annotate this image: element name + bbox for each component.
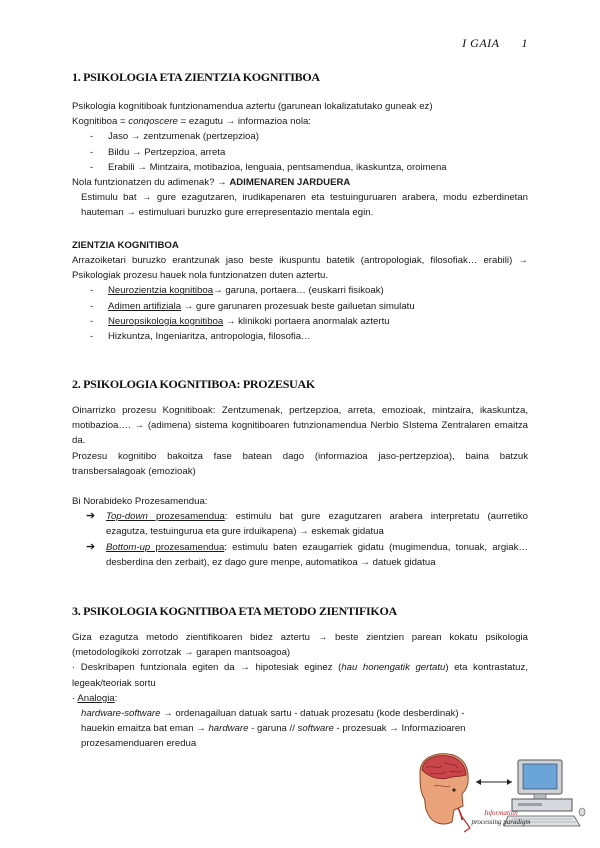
text: · Deskribapen funtzionala egiten da → hipotesiak eginez ( [72,662,342,674]
text: Erabili → Mintzaira, motibazioa, lenguaia, pentsamendua, ikaskuntza, oroimena [108,161,447,173]
text: Hizkuntza, Ingeniaritza, antropologia, filosofia… [108,331,311,343]
list-item: - Neurozientzia kognitiboa→ garuna, portaera… (euskarri fisikoak) [90,285,384,297]
section-2-heading: 2. PSIKOLOGIA KOGNITIBOA: PROZESUAK [72,377,315,391]
section-2-body [72,403,528,570]
text: = ezagutu → informazioa nola: [177,116,311,128]
text: - prozesuak → Informazioaren prozesamenduaren eredua [81,723,466,750]
subheading: ZIENTZIA KOGNITIBOA [72,240,179,251]
paragraph: Bi Norabideko Prozesamendua: [72,496,208,508]
text: hau honengatik gertatu [341,662,446,674]
text: ) eta kontrastatuz, legeak/teoriak sortu [72,662,528,689]
arrow-icon: ➔ [86,540,96,553]
text: - garuna // [248,723,298,735]
running-header [462,36,528,51]
paragraph: Giza ezagutza metodo zientifikoaren bidez aztertu → beste zientzien parean kokatu psikologia (metodologikoki zorrotzak → garapen mantsoagoa) [72,632,528,659]
paragraph [72,691,528,706]
list-item: - Bildu → Pertzepzioa, arreta [90,146,226,158]
text: : estimulu bat gure ezagutzaren arabera interpretatu (aurretiko ezagutza, testuingurua eta gure irduikapena) → eskemak gidatua [106,511,528,538]
page-number: 1 [521,36,528,50]
text: software [297,723,334,735]
text: → garuna, portaera… (euskarri fisikoak) [213,285,384,297]
text: → ordenagailuan datuak sartu - datuak prozesatu (kode desberdinak) - hauekin emaitza bat eman → [81,708,465,735]
text: : [114,692,118,704]
paragraph: Prozesu kognitibo bakoitza fase batean dago (informazioa jaso-pertzepzioa), baina batzuk transbersalagoak (emozioak) [72,450,528,477]
text: → klinikoki portaera anormalak aztertu [223,315,390,327]
text: : estimulu baten ezaugarriek gidatu (mugimendua, tonuak, argiak… desberdina den zerbait), ez dago gure menpe, automatikoa → datuek gidatua [106,541,529,568]
paragraph: Arrazoiketari buruzko erantzunak jaso beste ikuspuntu batetik (antropologiak, filosofiak… erabili) → Psikologiak prozesu hauek nola funtzionatzen duten aztertu. [72,255,528,282]
text: hardware-software [81,708,161,720]
paragraph: Estimulu bat → gure ezagutzaren, irudikapenaren eta testuinguruaren arabera, modu ezberdinetan hauteman → estimuluari buruzko gure errepresentazio mentala egin. [81,192,528,219]
list-item: - Jaso → zentzumenak (pertzepzioa) [90,131,259,143]
text: hardware [208,723,249,735]
text: Nola funtzionatzen du adimenak? → [72,177,230,189]
text: conqoscere [128,116,178,128]
section-1-heading: 1. PSIKOLOGIA ETA ZIENTZIA KOGNITIBOA [72,70,320,84]
chapter-label: I GAIA [462,36,500,50]
text: Bildu → Pertzepzioa, arreta [108,146,226,158]
text: Adimen artifiziala [108,300,182,312]
double-arrow-icon [476,779,512,785]
text: ADIMENAREN JARDUERA [229,177,351,189]
paragraph [72,114,528,129]
list-item: - Erabili → Mintzaira, motibazioa, lenguaia, pentsamendua, ikaskuntza, oroimena [90,161,447,173]
paragraph: Oinarrizko prozesu Kognitiboak: Zentzumenak, pertzepzioa, arreta, emozioak, mintzaira, ikaskuntza, motibazioa…. → (adimena) sistema kognitiboaren futnzionamendua Nerbio SIstema Zentralaren emaitza da. [72,405,528,447]
list-item: - Hizkuntza, Ingeniaritza, antropologia, filosofia… [90,331,311,343]
list-item [72,540,528,570]
paragraph: Psikologia kognitiboak funtzionamendua aztertu (garunean lokalizatutako guneak ez) [72,101,433,112]
list-item: - Neuropsikologia kognitiboa → klinikoki portaera anormalak aztertu [90,315,390,327]
paragraph [72,706,481,752]
text: Top-down [106,511,148,523]
text: → gure garunaren prozesuak beste gailuetan simulatu [181,300,415,312]
text: · [72,692,78,704]
text: prozesamendua [150,541,225,553]
section-3-heading: 3. PSIKOLOGIA KOGNITIBOA ETA METODO ZIENTIFIKOA [72,604,397,618]
text: Bottom-up [106,541,151,553]
text: Jaso → zentzumenak (pertzepzioa) [108,131,259,143]
arrow-icon: ➔ [86,510,96,523]
section-1-body [72,99,528,221]
text: Neuropsikologia kognitiboa [108,315,224,327]
paragraph [72,660,528,690]
list-item: - Adimen artifiziala → gure garunaren prozesuak beste gailuetan simulatu [90,300,415,312]
zk-body [72,253,528,344]
figure-caption [446,809,556,827]
text: Kognitiboa = [72,116,129,128]
text: prozesamendua [147,511,225,523]
paragraph [72,175,528,190]
text: Analogia [77,692,115,704]
caption-line: Information [484,809,518,817]
section-3-body [72,630,528,752]
list-item [72,509,528,539]
caption-line: processing paradigm [471,818,531,826]
text: Neurozientzia kognitiboa [108,285,214,297]
